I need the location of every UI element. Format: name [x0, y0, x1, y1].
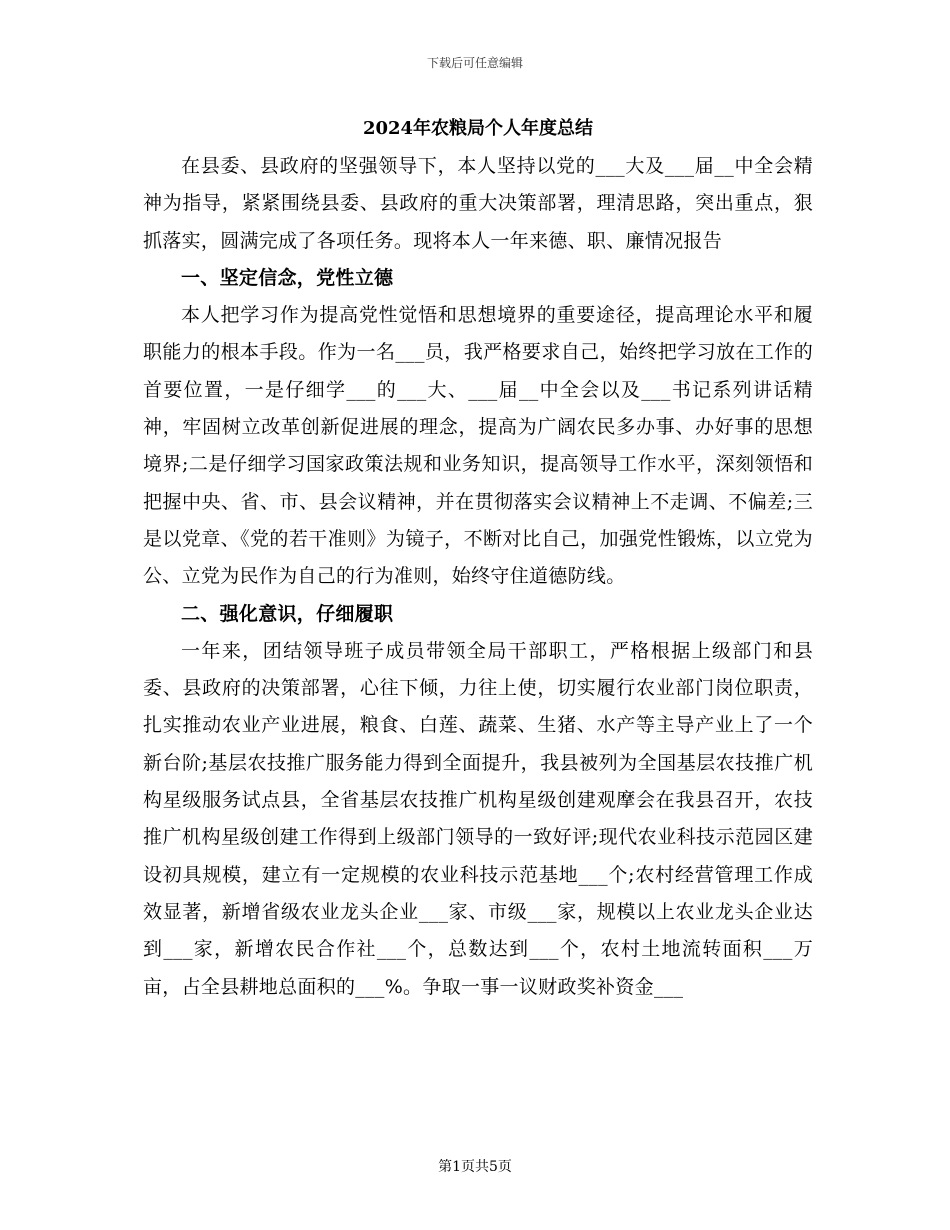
- document-title: 2024年农粮局个人年度总结: [362, 118, 594, 139]
- section-2-paragraph: 一年来，团结领导班子成员带领全局干部职工，严格根据上级部门和县委、县政府的决策部署，心往下倾，力往上使，切实履行农业部门岗位职责，扎实推动农业产业进展，粮食、白莲、蔬菜、生猪、水产等主导产业上了一个新台阶;基层农技推广服务能力得到全面提升，我县被列为全国基层农技推广机构星级服务试点县，全省基层农技推广机构星级创建观摩会在我县召开，农技推广机构星级创建工作得到上级部门领导的一致好评;现代农业科技示范园区建设初具规模，建立有一定规模的农业科技示范基地___个;农村经营管理工作成效显著，新增省级农业龙头企业___家、市级___家，规模以上农业龙头企业达到___家，新增农民合作社___个，总数达到___个，农村土地流转面积___万亩，占全县耕地总面积的___%。争取一事一议财政奖补资金___: [143, 639, 813, 998]
- header-note: 下载后可任意编辑: [426, 56, 523, 70]
- section-1-heading: 一、坚定信念，党性立德: [181, 266, 394, 289]
- page-number: 第1页共5页: [438, 1159, 512, 1175]
- section-1-paragraph: 本人把学习作为提高党性觉悟和思想境界的重要途径，提高理论水平和履职能力的根本手段。作为一名___员，我严格要求自己，始终把学习放在工作的首要位置，一是仔细学___的___大、___届__中全会以及___书记系列讲话精神，牢固树立改革创新促进展的理念，提高为广阔农民多办事、办好事的思想境界;二是仔细学习国家政策法规和业务知识，提高领导工作水平，深刻领悟和把握中央、省、市、县会议精神，并在贯彻落实会议精神上不走调、不偏差;三是以党章、《党的若干准则》为镜子，不断对比自己，加强党性锻炼，以立党为公、立党为民作为自己的行为准则，始终守住道德防线。: [143, 304, 813, 588]
- intro-paragraph: 在县委、县政府的坚强领导下，本人坚持以党的___大及___届__中全会精神为指导，紧紧围绕县委、县政府的重大决策部署，理清思路，突出重点，狠抓落实，圆满完成了各项任务。现将本人一年来德、职、廉情况报告: [143, 155, 813, 252]
- document-body: [143, 114, 813, 1006]
- section-2-heading: 二、强化意识，仔细履职: [181, 602, 394, 625]
